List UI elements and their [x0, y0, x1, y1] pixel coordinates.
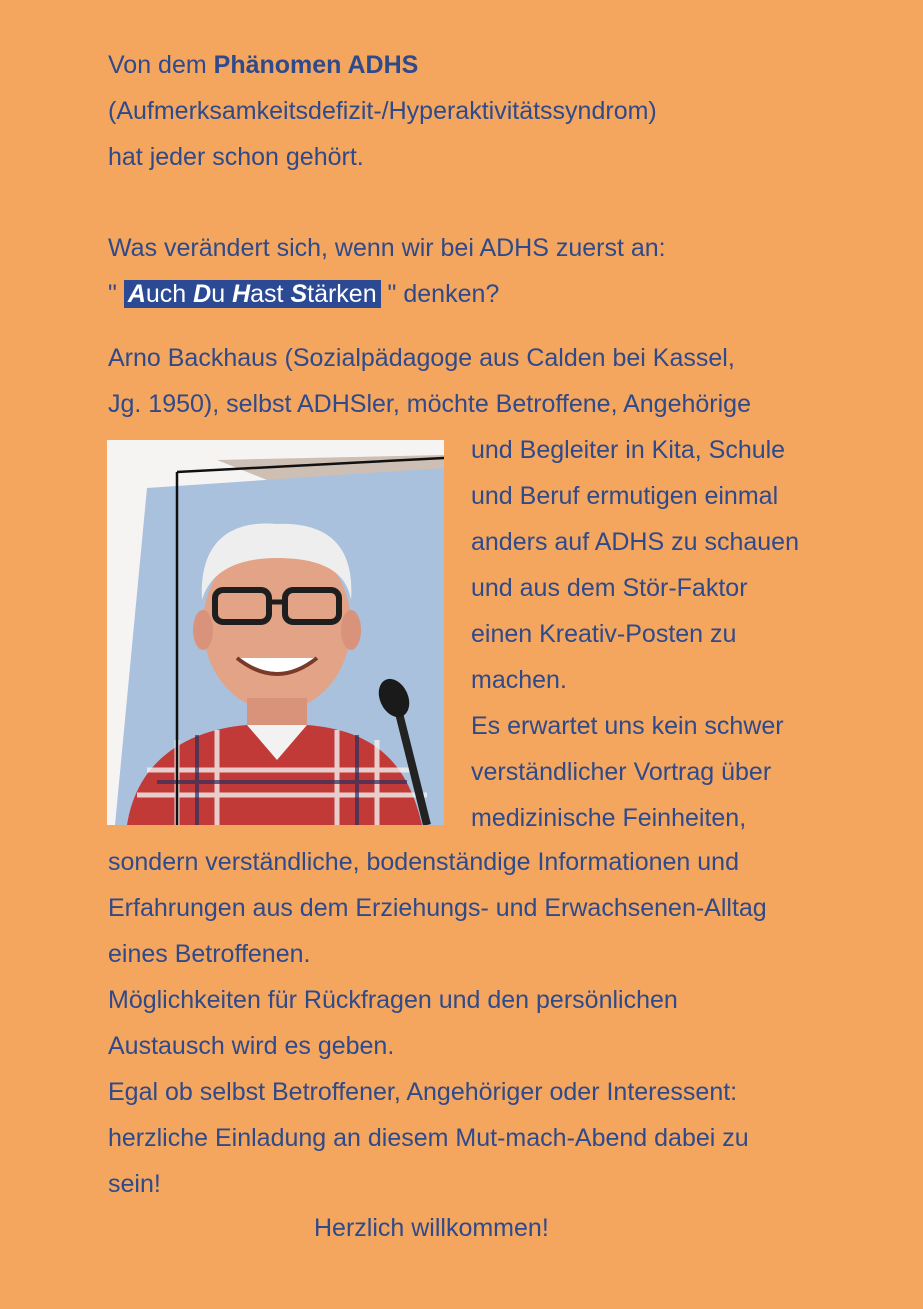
acronym-rest-s: tärken	[307, 280, 377, 308]
body-wrap-6: machen.	[471, 666, 567, 694]
acronym-rest-d: u	[211, 280, 233, 308]
body-wrap-5: einen Kreativ-Posten zu	[471, 620, 737, 648]
body-full-5: Austausch wird es geben.	[108, 1032, 395, 1060]
body-full-8: sein!	[108, 1170, 161, 1198]
quote-open: "	[108, 280, 124, 308]
body-full-4: Möglichkeiten für Rückfragen und den persönlichen	[108, 986, 678, 1014]
body-full-3: eines Betroffenen.	[108, 940, 311, 968]
acronym-initial-h: H	[232, 280, 251, 308]
acronym-highlight	[124, 280, 381, 308]
intro-line-1	[108, 50, 418, 80]
body-line-1: Arno Backhaus (Sozialpädagoge aus Calden bei Kassel,	[108, 344, 735, 372]
body-full-6: Egal ob selbst Betroffener, Angehöriger oder Interessent:	[108, 1078, 738, 1106]
acronym-initial-s: S	[290, 280, 308, 308]
acronym-rest-a: uch	[145, 280, 194, 308]
body-wrap-8: verständlicher Vortrag über	[471, 758, 772, 786]
acronym-initial-d: D	[193, 280, 212, 308]
body-full-7: herzliche Einladung an diesem Mut-mach-Abend dabei zu	[108, 1124, 749, 1152]
quote-close: " denken?	[380, 280, 500, 308]
intro-line-3: hat jeder schon gehört.	[108, 143, 364, 171]
body-wrap-7: Es erwartet uns kein schwer	[471, 712, 784, 740]
closing-greeting: Herzlich willkommen!	[314, 1214, 549, 1242]
intro-line-2: (Aufmerksamkeitsdefizit-/Hyperaktivitätssyndrom)	[108, 97, 657, 125]
intro-title-bold: Phänomen ADHS	[213, 51, 419, 79]
body-full-1: sondern verständliche, bodenständige Informationen und	[108, 848, 739, 876]
body-wrap-1: und Begleiter in Kita, Schule	[471, 436, 786, 464]
question-line-1: Was verändert sich, wenn wir bei ADHS zuerst an:	[108, 234, 666, 262]
body-wrap-3: anders auf ADHS zu schauen	[471, 528, 799, 556]
speaker-photo	[107, 440, 444, 825]
acronym-initial-a: A	[127, 280, 146, 308]
intro-prefix: Von dem	[108, 51, 214, 79]
body-line-2: Jg. 1950), selbst ADHSler, möchte Betroffene, Angehörige	[108, 390, 751, 418]
body-wrap-2: und Beruf ermutigen einmal	[471, 482, 779, 510]
body-wrap-9: medizinische Feinheiten,	[471, 804, 747, 832]
body-full-2: Erfahrungen aus dem Erziehungs- und Erwachsenen-Alltag	[108, 894, 767, 922]
body-wrap-4: und aus dem Stör-Faktor	[471, 574, 748, 602]
acronym-rest-h: ast	[250, 280, 291, 308]
question-line-2	[108, 279, 499, 309]
